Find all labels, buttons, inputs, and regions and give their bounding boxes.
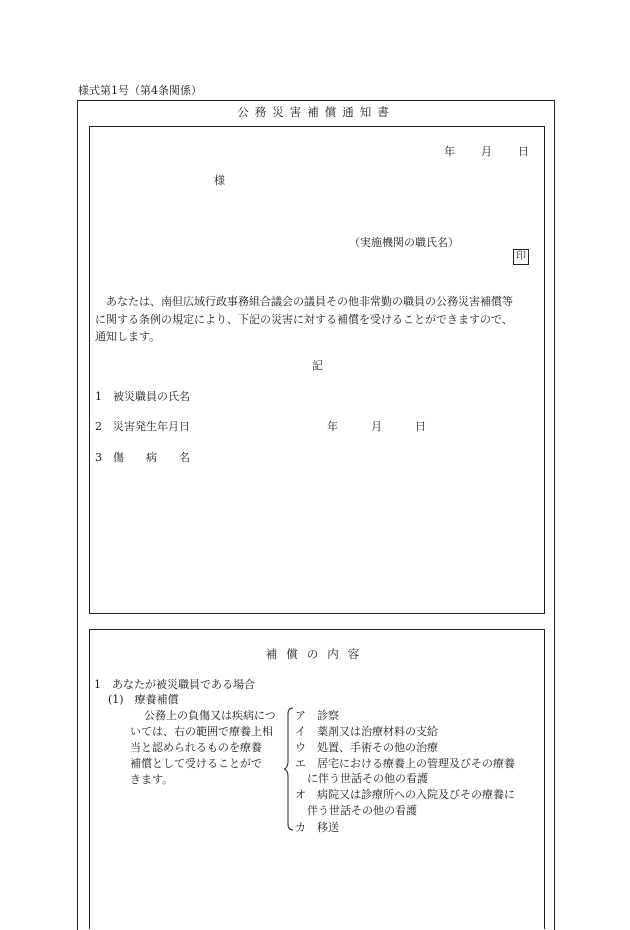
- medical-scope-item-continued: に伴う世話その他の看護: [307, 772, 428, 785]
- medical-scope-item: ア 診察: [295, 709, 339, 722]
- year-label: 年: [444, 145, 455, 158]
- medical-scope-item: イ 薬剤又は治療材料の支給: [295, 725, 438, 738]
- month-label: 月: [481, 145, 492, 158]
- compensation-title: 補償の内容: [265, 647, 369, 661]
- issue-date: [444, 146, 529, 157]
- medical-scope-item: エ 居宅における療養上の管理及びその療養: [295, 757, 515, 770]
- medical-description-line: 補償として受けることがで: [130, 757, 262, 770]
- medical-scope-item: カ 移送: [295, 821, 339, 834]
- sub-heading-medical: (1) 療養補償: [108, 693, 179, 706]
- issuer-title: （実施機関の職氏名）: [349, 236, 459, 249]
- medical-description-line: きます。: [130, 773, 174, 786]
- incident-date-fields: 年 月 日: [327, 420, 426, 433]
- seal-mark: 印: [513, 249, 529, 265]
- item-incident-date: 2 災害発生年月日: [95, 420, 190, 433]
- day-label: 日: [518, 145, 529, 158]
- document-title: 公務災害補償通知書: [237, 105, 395, 119]
- case-heading: 1 あなたが被災職員である場合: [94, 678, 255, 691]
- notice-paragraph-line: 通知します。: [95, 330, 161, 343]
- medical-scope-item: ウ 処置、手術その他の治療: [295, 741, 438, 754]
- medical-scope-item: オ 病院又は診療所への入院及びその療養に: [295, 788, 515, 801]
- medical-description-line: いては、右の範囲で療養上相: [130, 725, 273, 738]
- medical-description-line: 公務上の負傷又は疾病につ: [144, 709, 276, 722]
- curly-brace-icon: [283, 706, 295, 832]
- ki-heading: 記: [312, 359, 323, 372]
- medical-description-line: 当と認められるものを療養: [130, 741, 262, 754]
- item-victim-name: 1 被災職員の氏名: [95, 390, 190, 403]
- form-number-label: 様式第1号（第4条関係）: [78, 84, 202, 97]
- notice-paragraph-line: に関する条例の規定により、下記の災害に対する補償を受けることができますので、: [95, 313, 513, 326]
- medical-scope-item-continued: 伴う世話その他の看護: [307, 804, 417, 817]
- item-injury-name: 3 傷 病 名: [95, 451, 190, 464]
- notice-paragraph-line: あなたは、南但広域行政事務組合議会の議員その他非常勤の職員の公務災害補償等: [95, 295, 513, 308]
- addressee-suffix: 様: [214, 174, 225, 187]
